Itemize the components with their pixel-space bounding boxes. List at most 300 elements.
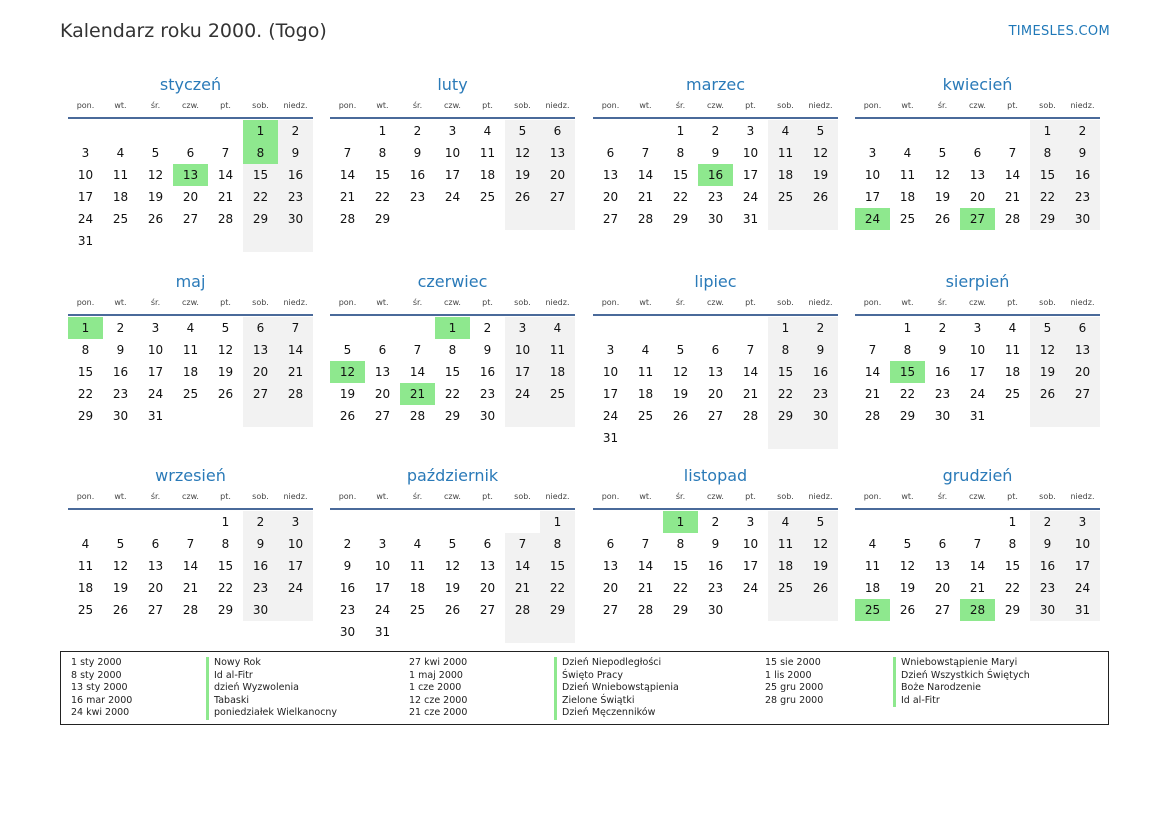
day-cell[interactable]: 14 — [339, 168, 356, 182]
day-cell[interactable]: 12 — [1030, 339, 1065, 361]
day-cell[interactable]: 3 — [746, 515, 755, 529]
day-cell[interactable]: 29 — [374, 212, 391, 226]
day-cell[interactable]: 18 — [112, 190, 129, 204]
day-cell[interactable]: 28 — [637, 212, 654, 226]
day-cell[interactable]: 25 — [768, 186, 803, 208]
day-cell[interactable]: 30 — [1030, 599, 1065, 621]
day-cell[interactable]: 21 — [742, 387, 759, 401]
day-cell[interactable]: 4 — [903, 146, 912, 160]
day-cell[interactable]: 15 — [768, 361, 803, 383]
day-cell[interactable]: 30 — [112, 409, 129, 423]
day-cell[interactable]: 16 — [112, 365, 129, 379]
day-cell[interactable]: 3 — [448, 124, 457, 138]
day-cell[interactable]: 2 — [483, 321, 492, 335]
day-cell[interactable]: 2 — [803, 317, 838, 339]
day-cell[interactable]: 9 — [413, 146, 422, 160]
day-cell[interactable]: 14 — [409, 365, 426, 379]
day-cell[interactable]: 1 — [243, 120, 278, 142]
day-cell[interactable]: 11 — [409, 559, 426, 573]
day-cell[interactable]: 13 — [173, 164, 208, 186]
day-cell[interactable]: 6 — [243, 317, 278, 339]
day-cell[interactable]: 1 — [221, 515, 230, 529]
day-cell[interactable]: 17 — [969, 365, 986, 379]
day-cell[interactable]: 6 — [151, 537, 160, 551]
day-cell[interactable]: 3 — [868, 146, 877, 160]
day-cell[interactable]: 6 — [1065, 317, 1100, 339]
day-cell[interactable]: 25 — [855, 599, 890, 621]
day-cell[interactable]: 14 — [1004, 168, 1021, 182]
day-cell[interactable]: 17 — [374, 581, 391, 595]
day-cell[interactable]: 1 — [768, 317, 803, 339]
day-cell[interactable]: 25 — [637, 409, 654, 423]
day-cell[interactable]: 21 — [505, 577, 540, 599]
day-cell[interactable]: 21 — [339, 190, 356, 204]
day-cell[interactable]: 19 — [444, 581, 461, 595]
day-cell[interactable]: 19 — [803, 164, 838, 186]
day-cell[interactable]: 22 — [444, 387, 461, 401]
day-cell[interactable]: 16 — [479, 365, 496, 379]
day-cell[interactable]: 10 — [1065, 533, 1100, 555]
day-cell[interactable]: 17 — [742, 168, 759, 182]
day-cell[interactable]: 24 — [602, 409, 619, 423]
day-cell[interactable]: 31 — [969, 409, 986, 423]
day-cell[interactable]: 3 — [378, 537, 387, 551]
day-cell[interactable]: 10 — [742, 146, 759, 160]
day-cell[interactable]: 15 — [672, 559, 689, 573]
day-cell[interactable]: 13 — [374, 365, 391, 379]
day-cell[interactable]: 29 — [540, 599, 575, 621]
day-cell[interactable]: 15 — [540, 555, 575, 577]
day-cell[interactable]: 13 — [540, 142, 575, 164]
day-cell[interactable]: 3 — [746, 124, 755, 138]
day-cell[interactable]: 1 — [663, 511, 698, 533]
day-cell[interactable]: 12 — [217, 343, 234, 357]
day-cell[interactable]: 15 — [672, 168, 689, 182]
day-cell[interactable]: 15 — [374, 168, 391, 182]
day-cell[interactable]: 12 — [803, 533, 838, 555]
day-cell[interactable]: 3 — [1065, 511, 1100, 533]
day-cell[interactable]: 4 — [768, 120, 803, 142]
day-cell[interactable]: 1 — [676, 124, 685, 138]
day-cell[interactable]: 4 — [868, 537, 877, 551]
day-cell[interactable]: 18 — [479, 168, 496, 182]
day-cell[interactable]: 8 — [1008, 537, 1017, 551]
day-cell[interactable]: 29 — [77, 409, 94, 423]
day-cell[interactable]: 25 — [1004, 387, 1021, 401]
day-cell[interactable]: 11 — [112, 168, 129, 182]
day-cell[interactable]: 17 — [278, 555, 313, 577]
day-cell[interactable]: 31 — [602, 431, 619, 445]
day-cell[interactable]: 5 — [938, 146, 947, 160]
day-cell[interactable]: 20 — [374, 387, 391, 401]
day-cell[interactable]: 31 — [742, 212, 759, 226]
day-cell[interactable]: 25 — [768, 577, 803, 599]
day-cell[interactable]: 12 — [505, 142, 540, 164]
day-cell[interactable]: 16 — [1065, 164, 1100, 186]
day-cell[interactable]: 17 — [77, 190, 94, 204]
day-cell[interactable]: 20 — [969, 190, 986, 204]
day-cell[interactable]: 21 — [637, 581, 654, 595]
day-cell[interactable]: 12 — [672, 365, 689, 379]
day-cell[interactable]: 26 — [672, 409, 689, 423]
day-cell[interactable]: 20 — [934, 581, 951, 595]
day-cell[interactable]: 16 — [707, 559, 724, 573]
day-cell[interactable]: 8 — [81, 343, 90, 357]
day-cell[interactable]: 24 — [742, 581, 759, 595]
day-cell[interactable]: 22 — [1004, 581, 1021, 595]
day-cell[interactable]: 5 — [803, 511, 838, 533]
day-cell[interactable]: 7 — [1008, 146, 1017, 160]
day-cell[interactable]: 5 — [221, 321, 230, 335]
day-cell[interactable]: 12 — [803, 142, 838, 164]
day-cell[interactable]: 20 — [602, 581, 619, 595]
day-cell[interactable]: 28 — [864, 409, 881, 423]
day-cell[interactable]: 22 — [540, 577, 575, 599]
day-cell[interactable]: 16 — [698, 164, 733, 186]
day-cell[interactable]: 1 — [378, 124, 387, 138]
day-cell[interactable]: 10 — [742, 537, 759, 551]
day-cell[interactable]: 1 — [903, 321, 912, 335]
brand-link[interactable]: TIMESLES.COM — [1008, 24, 1110, 39]
day-cell[interactable]: 10 — [864, 168, 881, 182]
day-cell[interactable]: 6 — [186, 146, 195, 160]
day-cell[interactable]: 20 — [182, 190, 199, 204]
day-cell[interactable]: 22 — [768, 383, 803, 405]
day-cell[interactable]: 18 — [182, 365, 199, 379]
day-cell[interactable]: 5 — [505, 120, 540, 142]
day-cell[interactable]: 14 — [969, 559, 986, 573]
day-cell[interactable]: 8 — [903, 343, 912, 357]
day-cell[interactable]: 22 — [899, 387, 916, 401]
day-cell[interactable]: 27 — [147, 603, 164, 617]
day-cell[interactable]: 7 — [186, 537, 195, 551]
day-cell[interactable]: 15 — [77, 365, 94, 379]
day-cell[interactable]: 18 — [899, 190, 916, 204]
day-cell[interactable]: 19 — [217, 365, 234, 379]
day-cell[interactable]: 5 — [803, 120, 838, 142]
day-cell[interactable]: 5 — [151, 146, 160, 160]
day-cell[interactable]: 30 — [707, 212, 724, 226]
day-cell[interactable]: 20 — [243, 361, 278, 383]
day-cell[interactable]: 25 — [899, 212, 916, 226]
day-cell[interactable]: 30 — [707, 603, 724, 617]
day-cell[interactable]: 8 — [676, 537, 685, 551]
day-cell[interactable]: 5 — [448, 537, 457, 551]
day-cell[interactable]: 23 — [934, 387, 951, 401]
day-cell[interactable]: 9 — [243, 533, 278, 555]
day-cell[interactable]: 24 — [77, 212, 94, 226]
day-cell[interactable]: 16 — [243, 555, 278, 577]
day-cell[interactable]: 18 — [409, 581, 426, 595]
day-cell[interactable]: 18 — [768, 555, 803, 577]
day-cell[interactable]: 15 — [243, 164, 278, 186]
day-cell[interactable]: 23 — [479, 387, 496, 401]
day-cell[interactable]: 19 — [672, 387, 689, 401]
day-cell[interactable]: 24 — [1065, 577, 1100, 599]
day-cell[interactable]: 4 — [413, 537, 422, 551]
day-cell[interactable]: 6 — [483, 537, 492, 551]
day-cell[interactable]: 10 — [374, 559, 391, 573]
day-cell[interactable]: 26 — [217, 387, 234, 401]
day-cell[interactable]: 10 — [147, 343, 164, 357]
day-cell[interactable]: 28 — [742, 409, 759, 423]
day-cell[interactable]: 23 — [112, 387, 129, 401]
day-cell[interactable]: 28 — [339, 212, 356, 226]
day-cell[interactable]: 17 — [147, 365, 164, 379]
day-cell[interactable]: 22 — [374, 190, 391, 204]
day-cell[interactable]: 4 — [483, 124, 492, 138]
day-cell[interactable]: 27 — [602, 603, 619, 617]
day-cell[interactable]: 26 — [803, 186, 838, 208]
day-cell[interactable]: 22 — [672, 581, 689, 595]
day-cell[interactable]: 19 — [803, 555, 838, 577]
day-cell[interactable]: 30 — [934, 409, 951, 423]
day-cell[interactable]: 9 — [938, 343, 947, 357]
day-cell[interactable]: 18 — [864, 581, 881, 595]
day-cell[interactable]: 22 — [1030, 186, 1065, 208]
day-cell[interactable]: 10 — [969, 343, 986, 357]
day-cell[interactable]: 14 — [637, 168, 654, 182]
day-cell[interactable]: 14 — [217, 168, 234, 182]
day-cell[interactable]: 20 — [707, 387, 724, 401]
day-cell[interactable]: 7 — [413, 343, 422, 357]
day-cell[interactable]: 7 — [505, 533, 540, 555]
day-cell[interactable]: 28 — [1004, 212, 1021, 226]
day-cell[interactable]: 27 — [374, 409, 391, 423]
day-cell[interactable]: 22 — [672, 190, 689, 204]
day-cell[interactable]: 2 — [343, 537, 352, 551]
day-cell[interactable]: 20 — [1065, 361, 1100, 383]
day-cell[interactable]: 11 — [864, 559, 881, 573]
day-cell[interactable]: 5 — [903, 537, 912, 551]
day-cell[interactable]: 10 — [602, 365, 619, 379]
day-cell[interactable]: 14 — [637, 559, 654, 573]
day-cell[interactable]: 27 — [243, 383, 278, 405]
day-cell[interactable]: 4 — [186, 321, 195, 335]
day-cell[interactable]: 10 — [278, 533, 313, 555]
day-cell[interactable]: 31 — [374, 625, 391, 639]
day-cell[interactable]: 2 — [711, 124, 720, 138]
day-cell[interactable]: 2 — [711, 515, 720, 529]
day-cell[interactable]: 5 — [1030, 317, 1065, 339]
day-cell[interactable]: 28 — [637, 603, 654, 617]
day-cell[interactable]: 20 — [147, 581, 164, 595]
day-cell[interactable]: 29 — [243, 208, 278, 230]
day-cell[interactable]: 2 — [116, 321, 125, 335]
day-cell[interactable]: 4 — [81, 537, 90, 551]
day-cell[interactable]: 31 — [77, 234, 94, 248]
day-cell[interactable]: 20 — [479, 581, 496, 595]
day-cell[interactable]: 8 — [1030, 142, 1065, 164]
day-cell[interactable]: 12 — [934, 168, 951, 182]
day-cell[interactable]: 1 — [435, 317, 470, 339]
day-cell[interactable]: 7 — [278, 317, 313, 339]
day-cell[interactable]: 13 — [602, 559, 619, 573]
day-cell[interactable]: 8 — [378, 146, 387, 160]
day-cell[interactable]: 14 — [278, 339, 313, 361]
day-cell[interactable]: 30 — [1065, 208, 1100, 230]
day-cell[interactable]: 8 — [243, 142, 278, 164]
day-cell[interactable]: 4 — [1008, 321, 1017, 335]
day-cell[interactable]: 24 — [969, 387, 986, 401]
day-cell[interactable]: 27 — [479, 603, 496, 617]
day-cell[interactable]: 19 — [899, 581, 916, 595]
day-cell[interactable]: 18 — [768, 164, 803, 186]
day-cell[interactable]: 10 — [444, 146, 461, 160]
day-cell[interactable]: 24 — [855, 208, 890, 230]
day-cell[interactable]: 16 — [409, 168, 426, 182]
day-cell[interactable]: 26 — [444, 603, 461, 617]
day-cell[interactable]: 19 — [934, 190, 951, 204]
day-cell[interactable]: 11 — [1004, 343, 1021, 357]
day-cell[interactable]: 21 — [637, 190, 654, 204]
day-cell[interactable]: 11 — [899, 168, 916, 182]
day-cell[interactable]: 23 — [278, 186, 313, 208]
day-cell[interactable]: 4 — [768, 511, 803, 533]
day-cell[interactable]: 1 — [68, 317, 103, 339]
day-cell[interactable]: 8 — [768, 339, 803, 361]
day-cell[interactable]: 16 — [339, 581, 356, 595]
day-cell[interactable]: 24 — [505, 383, 540, 405]
day-cell[interactable]: 17 — [505, 361, 540, 383]
day-cell[interactable]: 23 — [409, 190, 426, 204]
day-cell[interactable]: 27 — [960, 208, 995, 230]
day-cell[interactable]: 9 — [343, 559, 352, 573]
day-cell[interactable]: 28 — [505, 599, 540, 621]
day-cell[interactable]: 17 — [1065, 555, 1100, 577]
day-cell[interactable]: 8 — [221, 537, 230, 551]
day-cell[interactable]: 11 — [479, 146, 496, 160]
day-cell[interactable]: 4 — [116, 146, 125, 160]
day-cell[interactable]: 15 — [890, 361, 925, 383]
day-cell[interactable]: 29 — [444, 409, 461, 423]
day-cell[interactable]: 7 — [221, 146, 230, 160]
day-cell[interactable]: 5 — [676, 343, 685, 357]
day-cell[interactable]: 9 — [278, 142, 313, 164]
day-cell[interactable]: 17 — [444, 168, 461, 182]
day-cell[interactable]: 22 — [77, 387, 94, 401]
day-cell[interactable]: 2 — [1030, 511, 1065, 533]
day-cell[interactable]: 7 — [641, 146, 650, 160]
day-cell[interactable]: 29 — [768, 405, 803, 427]
day-cell[interactable]: 9 — [711, 537, 720, 551]
day-cell[interactable]: 23 — [243, 577, 278, 599]
day-cell[interactable]: 4 — [641, 343, 650, 357]
day-cell[interactable]: 24 — [742, 190, 759, 204]
day-cell[interactable]: 30 — [339, 625, 356, 639]
day-cell[interactable]: 14 — [505, 555, 540, 577]
day-cell[interactable]: 3 — [81, 146, 90, 160]
day-cell[interactable]: 7 — [746, 343, 755, 357]
day-cell[interactable]: 31 — [1065, 599, 1100, 621]
day-cell[interactable]: 1 — [1030, 120, 1065, 142]
day-cell[interactable]: 20 — [540, 164, 575, 186]
day-cell[interactable]: 25 — [540, 383, 575, 405]
day-cell[interactable]: 24 — [444, 190, 461, 204]
day-cell[interactable]: 26 — [505, 186, 540, 208]
day-cell[interactable]: 15 — [217, 559, 234, 573]
day-cell[interactable]: 26 — [1030, 383, 1065, 405]
day-cell[interactable]: 6 — [606, 146, 615, 160]
day-cell[interactable]: 2 — [413, 124, 422, 138]
day-cell[interactable]: 13 — [707, 365, 724, 379]
day-cell[interactable]: 13 — [1065, 339, 1100, 361]
day-cell[interactable]: 18 — [540, 361, 575, 383]
day-cell[interactable]: 13 — [147, 559, 164, 573]
day-cell[interactable]: 3 — [505, 317, 540, 339]
day-cell[interactable]: 20 — [602, 190, 619, 204]
day-cell[interactable]: 25 — [409, 603, 426, 617]
day-cell[interactable]: 6 — [973, 146, 982, 160]
day-cell[interactable]: 6 — [711, 343, 720, 357]
day-cell[interactable]: 17 — [602, 387, 619, 401]
day-cell[interactable]: 21 — [217, 190, 234, 204]
day-cell[interactable]: 11 — [77, 559, 94, 573]
day-cell[interactable]: 9 — [1030, 533, 1065, 555]
day-cell[interactable]: 2 — [243, 511, 278, 533]
day-cell[interactable]: 15 — [444, 365, 461, 379]
day-cell[interactable]: 9 — [116, 343, 125, 357]
day-cell[interactable]: 3 — [973, 321, 982, 335]
day-cell[interactable]: 29 — [899, 409, 916, 423]
day-cell[interactable]: 6 — [540, 120, 575, 142]
day-cell[interactable]: 3 — [606, 343, 615, 357]
day-cell[interactable]: 27 — [602, 212, 619, 226]
day-cell[interactable]: 5 — [116, 537, 125, 551]
day-cell[interactable]: 2 — [278, 120, 313, 142]
day-cell[interactable]: 28 — [217, 212, 234, 226]
day-cell[interactable]: 22 — [243, 186, 278, 208]
day-cell[interactable]: 26 — [934, 212, 951, 226]
day-cell[interactable]: 6 — [606, 537, 615, 551]
day-cell[interactable]: 29 — [672, 212, 689, 226]
day-cell[interactable]: 12 — [899, 559, 916, 573]
day-cell[interactable]: 16 — [1030, 555, 1065, 577]
day-cell[interactable]: 7 — [973, 537, 982, 551]
day-cell[interactable]: 21 — [278, 361, 313, 383]
day-cell[interactable]: 25 — [479, 190, 496, 204]
day-cell[interactable]: 4 — [540, 317, 575, 339]
day-cell[interactable]: 19 — [339, 387, 356, 401]
day-cell[interactable]: 3 — [151, 321, 160, 335]
day-cell[interactable]: 23 — [707, 190, 724, 204]
day-cell[interactable]: 23 — [707, 581, 724, 595]
day-cell[interactable]: 27 — [182, 212, 199, 226]
day-cell[interactable]: 16 — [934, 365, 951, 379]
day-cell[interactable]: 9 — [1065, 142, 1100, 164]
day-cell[interactable]: 14 — [742, 365, 759, 379]
day-cell[interactable]: 11 — [637, 365, 654, 379]
day-cell[interactable]: 6 — [938, 537, 947, 551]
day-cell[interactable]: 10 — [505, 339, 540, 361]
day-cell[interactable]: 19 — [147, 190, 164, 204]
day-cell[interactable]: 6 — [378, 343, 387, 357]
day-cell[interactable]: 12 — [112, 559, 129, 573]
day-cell[interactable]: 29 — [217, 603, 234, 617]
day-cell[interactable]: 18 — [637, 387, 654, 401]
day-cell[interactable]: 21 — [864, 387, 881, 401]
day-cell[interactable]: 8 — [540, 533, 575, 555]
day-cell[interactable]: 26 — [112, 603, 129, 617]
day-cell[interactable]: 8 — [448, 343, 457, 357]
day-cell[interactable]: 26 — [147, 212, 164, 226]
day-cell[interactable]: 8 — [676, 146, 685, 160]
day-cell[interactable]: 28 — [960, 599, 995, 621]
day-cell[interactable]: 3 — [278, 511, 313, 533]
day-cell[interactable]: 25 — [77, 603, 94, 617]
day-cell[interactable]: 13 — [479, 559, 496, 573]
day-cell[interactable]: 7 — [641, 537, 650, 551]
